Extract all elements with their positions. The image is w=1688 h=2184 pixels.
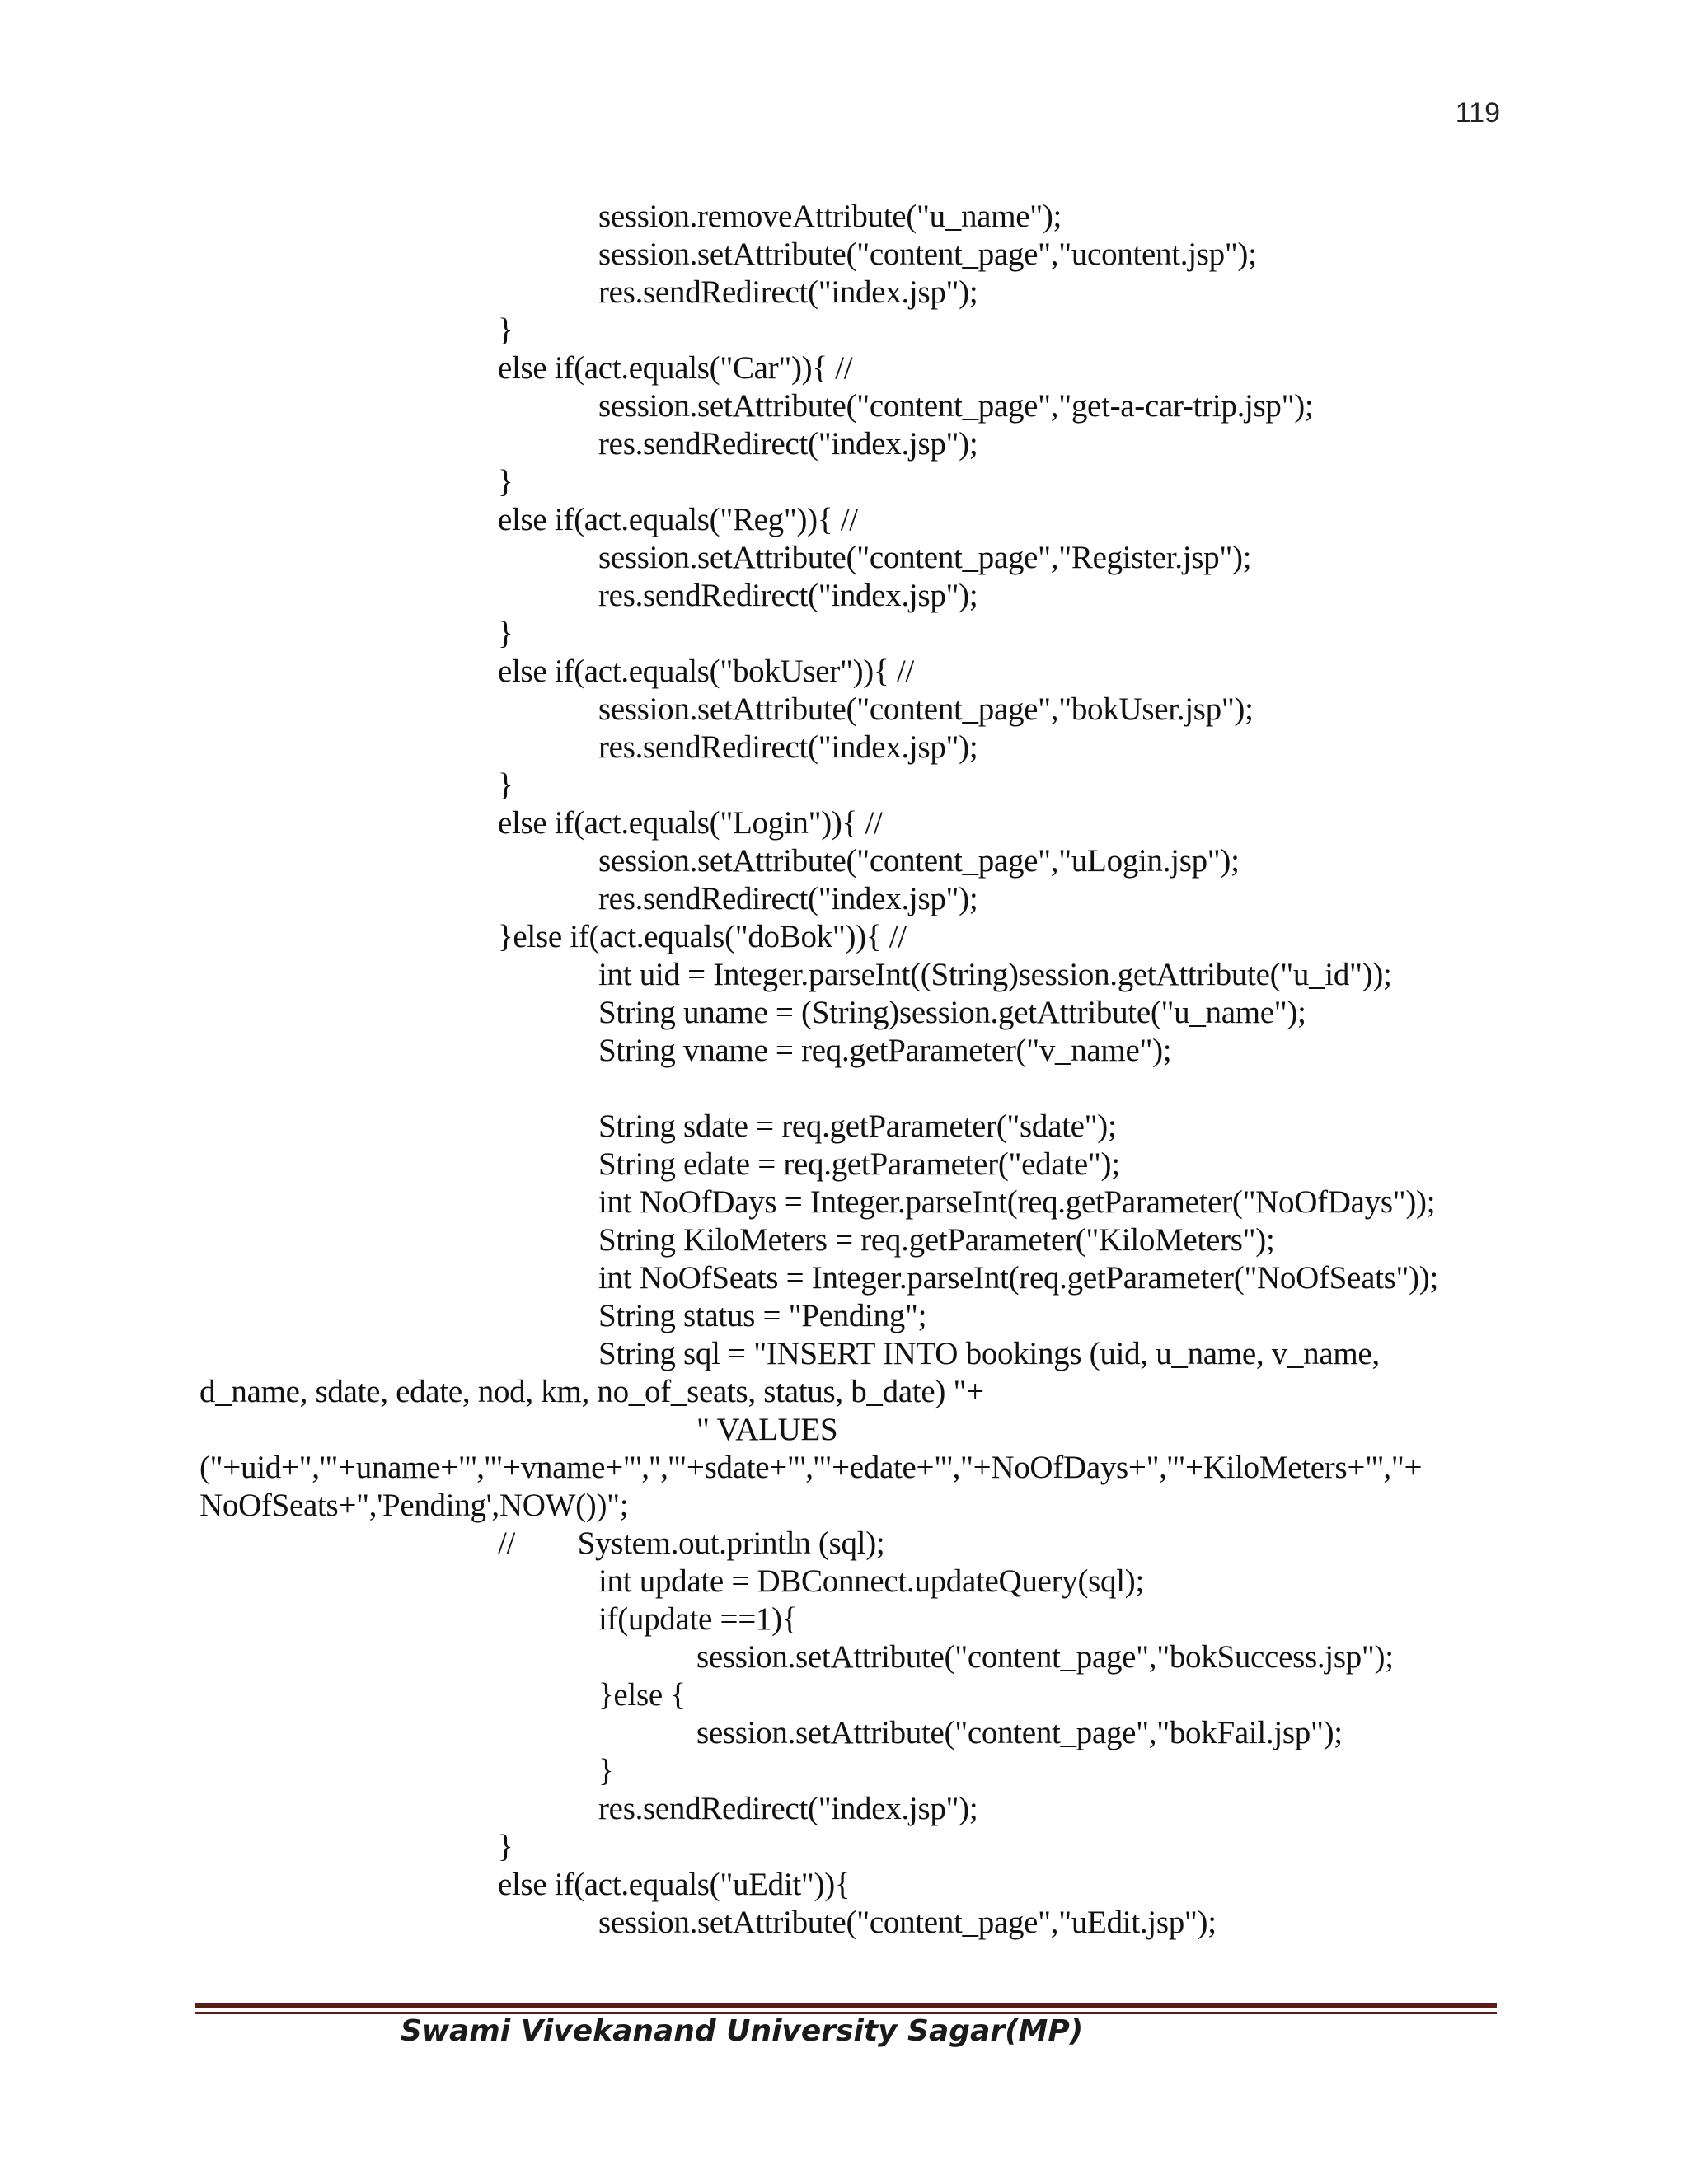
code-line: session.setAttribute("content_page","bokSuccess.jsp"); (696, 1639, 1394, 1675)
code-line: else if(act.equals("bokUser")){ // (498, 654, 914, 689)
code-line: String vname = req.getParameter("v_name"); (598, 1033, 1172, 1068)
footer-university-name: Swami Vivekanand University Sagar(MP) (400, 2014, 1084, 2048)
code-line: String sql = "INSERT INTO bookings (uid, u_name, v_name, (598, 1336, 1380, 1371)
code-line: String sdate = req.getParameter("sdate"); (598, 1108, 1117, 1144)
code-line: } (598, 1753, 614, 1788)
code-line: else if(act.equals("Car")){ // (498, 350, 853, 386)
code-line: res.sendRedirect("index.jsp"); (598, 274, 978, 310)
code-line: String edate = req.getParameter("edate"); (598, 1146, 1120, 1182)
code-line: " VALUES (696, 1412, 838, 1447)
code-line: session.setAttribute("content_page","bokUser.jsp"); (598, 691, 1254, 727)
code-line: session.removeAttribute("u_name"); (598, 199, 1062, 234)
code-line: else if(act.equals("Reg")){ // (498, 502, 858, 537)
code-line: session.setAttribute("content_page","bokFail.jsp"); (696, 1715, 1343, 1750)
code-line: res.sendRedirect("index.jsp"); (598, 729, 978, 765)
code-line: String KiloMeters = req.getParameter("KiloMeters"); (598, 1222, 1275, 1258)
code-line: }else if(act.equals("doBok")){ // (498, 919, 907, 954)
code-line: else if(act.equals("uEdit")){ (498, 1867, 851, 1902)
code-listing (0, 198, 1688, 1945)
page-number: 119 (1455, 97, 1500, 129)
code-line: }else { (598, 1677, 686, 1713)
code-line: d_name, sdate, edate, nod, km, no_of_seats, status, b_date) "+ (199, 1374, 984, 1409)
code-line: // System.out.println (sql); (498, 1526, 885, 1561)
code-line: res.sendRedirect("index.jsp"); (598, 881, 978, 916)
code-line: session.setAttribute("content_page","uEdit.jsp"); (598, 1905, 1217, 1940)
code-line: } (498, 1829, 513, 1864)
code-line: else if(act.equals("Login")){ // (498, 805, 883, 841)
code-line: int NoOfDays = Integer.parseInt(req.getParameter("NoOfDays")); (598, 1184, 1436, 1220)
code-line: } (498, 767, 513, 803)
code-line: String uname = (String)session.getAttribute("u_name"); (598, 995, 1306, 1030)
code-line: ("+uid+",'"+uname+"','"+vname+"','','"+sdate+"','"+edate+"',"+NoOfDays+",'"+KiloMeters+"',"+ (199, 1450, 1423, 1485)
code-line: res.sendRedirect("index.jsp"); (598, 578, 978, 613)
code-line: NoOfSeats+",'Pending',NOW())"; (199, 1488, 629, 1523)
code-line: res.sendRedirect("index.jsp"); (598, 1791, 978, 1826)
code-line: if(update ==1){ (598, 1601, 798, 1637)
code-line: res.sendRedirect("index.jsp"); (598, 426, 978, 462)
code-line: session.setAttribute("content_page","Register.jsp"); (598, 540, 1252, 575)
code-line: String status = "Pending"; (598, 1298, 927, 1333)
code-line: } (498, 464, 513, 499)
code-line: int uid = Integer.parseInt((String)session.getAttribute("u_id")); (598, 957, 1392, 992)
code-line: session.setAttribute("content_page","uLogin.jsp"); (598, 843, 1240, 879)
code-line: } (498, 616, 513, 651)
code-line: session.setAttribute("content_page","get-a-car-trip.jsp"); (598, 388, 1314, 424)
code-line: int NoOfSeats = Integer.parseInt(req.getParameter("NoOfSeats")); (598, 1260, 1439, 1296)
code-line: session.setAttribute("content_page","ucontent.jsp"); (598, 237, 1257, 272)
footer-rule (195, 2003, 1497, 2008)
code-line: int update = DBConnect.updateQuery(sql); (598, 1563, 1145, 1599)
code-line: } (498, 312, 513, 348)
